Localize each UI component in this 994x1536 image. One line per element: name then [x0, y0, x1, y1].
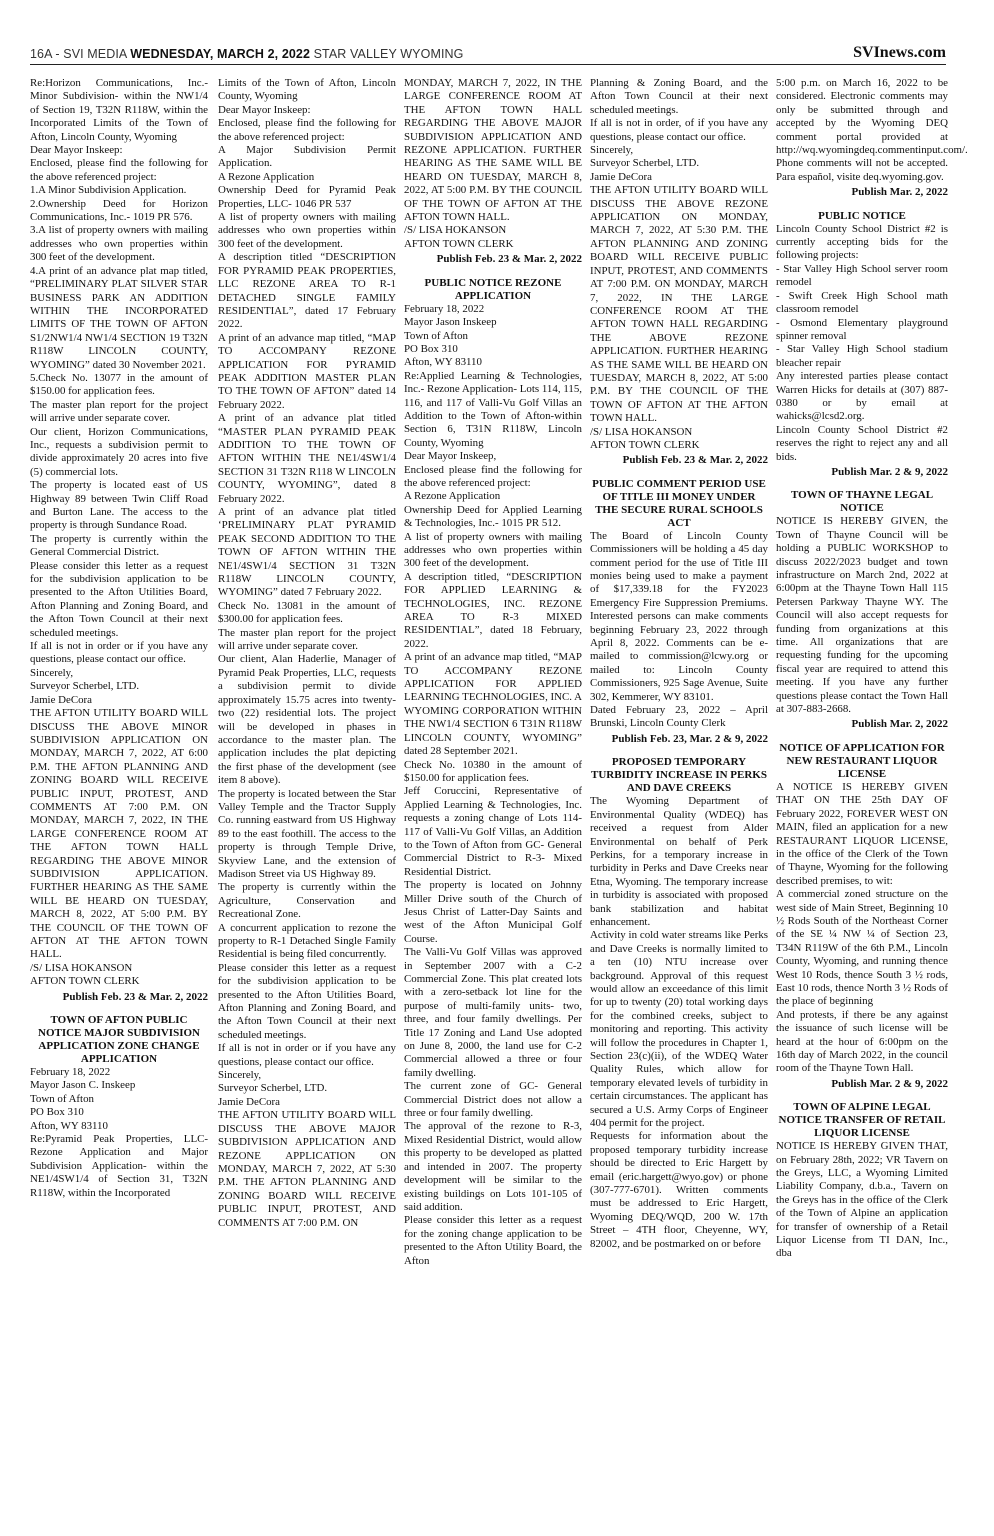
notice-paragraph: A commercial zoned structure on the west side of Main Street, Beginning 10 ½ Rods South of the Northeast Corner of the SE ¼ NW ¼ of Section 23, T34N R119W of the 6th P.M., Lincoln County, Wyoming, and running thence West 10 Rods, thence South 3 ½ rods, East 10 rods, thence North 3 ½ Rods of the place of beginning	[776, 888, 948, 1008]
notice-heading: PUBLIC NOTICE	[818, 209, 906, 222]
notice-paragraph: NOTICE IS HEREBY GIVEN, the Town of Thayne Council will be holding a PUBLIC WORKSHOP to discuss 2022/2023 budget and town infrastructure on March 2nd, 2022 at 6:00pm at the Thayne Town Hall 115 Petersen Parkway Thayne WY. The Council will also accept requests for funding from organizations at this time. All organizations that are requesting funding for the upcoming fiscal year are required to attend this meeting. If you have any further questions please contact the Town Hall at 307-883-2668.	[776, 515, 948, 716]
notice-paragraph: 2.Ownership Deed for Horizon Communications, Inc.- 1019 PR 576.	[30, 197, 208, 224]
notice-paragraph: Dated February 23, 2022 – April Brunski, Lincoln County Clerk	[590, 704, 768, 730]
notice-paragraph: Jamie DeCora	[590, 170, 652, 183]
notice-heading: PROPOSED TEMPORARY TURBIDITY INCREASE IN PERKS AND DAVE CREEKS	[591, 756, 767, 795]
notice-paragraph: Please consider this letter as a request for the zoning change application to be presented to the Afton Utility Board, the Afton	[404, 1214, 582, 1267]
notice-paragraph: /S/ LISA HOKANSON	[404, 224, 507, 237]
notice-paragraph: A Major Subdivision Permit Application.	[218, 144, 396, 170]
notice-paragraph: Jamie DeCora	[30, 693, 92, 706]
notice-paragraph: - Osmond Elementary playground spinner removal	[776, 316, 948, 342]
column-2	[218, 77, 396, 1493]
notice-paragraph: Any interested parties please contact Warren Hicks for details at (307) 887-0380 or by email at wahicks@lcsd2.org.	[776, 370, 948, 423]
publish-line: Publish Feb. 23 & Mar. 2, 2022	[436, 253, 582, 266]
notice-paragraph: Our client, Alan Haderlie, Manager of Pyramid Peak Properties, LLC, requests a subdivision permit to divide approximately 15.75 acres into twenty-two (22) residential lots. The project will be developed in phases in accordance to the master plan. The application includes the plat depicting the first phase of the development (see item 8 above).	[218, 653, 396, 787]
notice-heading: NOTICE OF APPLICATION FOR NEW RESTAURANT LIQUOR LICENSE	[779, 741, 945, 780]
notice-paragraph: /S/ LISA HOKANSON	[590, 425, 693, 438]
notice-paragraph: Dear Mayor Inskeep:	[30, 144, 123, 157]
notice-paragraph: Ownership Deed for Pyramid Peak Properties, LLC- 1046 PR 537	[218, 184, 396, 210]
notice-paragraph: The property is currently within the Agriculture, Conservation and Recreational Zone.	[218, 881, 396, 921]
notice-paragraph: - Star Valley High School stadium bleacher repair	[776, 343, 948, 369]
notice-paragraph: Enclosed, please find the following for the above referenced project:	[218, 117, 396, 143]
notice-paragraph: 4.A print of an advance plat map titled, “PRELIMINARY PLAT SILVER STAR BUSINESS PARK AN ADDITION WITHIN THE INCORPORATED LIMITS OF THE TOWN OF AFTON S1/2NW1/4 NW1/4 SECTION 19 T32N R118W LINCOLN COUNTY, WYOMING” dated 30 November 2021.	[30, 264, 208, 371]
notice-paragraph: AFTON TOWN CLERK	[590, 438, 700, 451]
notice-paragraph: Lincoln County School District #2 reserves the right to reject any and all bids.	[776, 423, 948, 463]
notice-paragraph: Sincerely,	[30, 666, 74, 679]
site-name: SVInews.com	[853, 44, 946, 61]
page-header	[30, 40, 946, 65]
notice-paragraph: Town of Afton	[30, 1092, 94, 1105]
notice-paragraph: February 18, 2022	[404, 302, 485, 315]
publish-line: Publish Mar. 2, 2022	[851, 718, 948, 731]
column-4	[590, 77, 768, 1493]
publish-line: Publish Mar. 2, 2022	[851, 186, 948, 199]
notice-paragraph: PO Box 310	[404, 342, 458, 355]
notice-paragraph: Check No. 10380 in the amount of $150.00 for application fees.	[404, 758, 582, 784]
notice-paragraph: Please consider this letter as a request for the subdivision application to be presented to the Afton Utilities Board, Afton Planning and Zoning Board, and the Afton Town Council at their next scheduled meetings.	[30, 559, 208, 639]
notice-paragraph: If all is not in order, of if you have any questions, please contact our office.	[590, 117, 768, 143]
notice-paragraph: A Rezone Application	[218, 170, 315, 183]
header-location: STAR VALLEY WYOMING	[313, 47, 464, 61]
notice-paragraph: Ownership Deed for Applied Learning & Technologies, Inc.- 1015 PR 512.	[404, 503, 582, 530]
notice-paragraph: The property is located between the Star Valley Temple and the Tractor Supply Co. running eastward from US Highway 89 to the east foothill. The access to the property is through Temple Drive, Skyview Lane, and the extension of Madison Street via US Highway 89.	[218, 787, 396, 880]
notice-paragraph: Town of Afton	[404, 329, 468, 342]
notice-heading: TOWN OF ALPINE LEGAL NOTICE TRANSFER OF RETAIL LIQUOR LICENSE	[778, 1101, 946, 1140]
column-3	[404, 77, 582, 1493]
notice-paragraph: - Swift Creek High School math classroom remodel	[776, 289, 948, 316]
notice-paragraph: - Star Valley High School server room remodel	[776, 262, 948, 289]
notice-paragraph: 5:00 p.m. on March 16, 2022 to be considered. Electronic comments may only be submitted through and accepted by the Wyoming DEQ comment portal provided at http://wq.wyomingdeq.commentinput.com/. Phone comments will not be accepted. Para español, visite deq.wyoming.gov.	[776, 77, 968, 183]
notice-paragraph: Jeff Coruccini, Representative of Applied Learning & Technologies, Inc. requests a zoning change of Lots 114-117 of Valli-Vu Golf Villas, an Addition to the Town of Afton from GC- General Commercial District to R-3- Mixed Residential District.	[404, 785, 582, 878]
notice-paragraph: Dear Mayor Inskeep,	[404, 450, 497, 463]
notice-paragraph: A description titled, “DESCRIPTION FOR APPLIED LEARNING & TECHNOLOGIES, INC. REZONE AREA TO R-3 MIXED RESIDENTIAL”, dated 18 February, 2022.	[404, 570, 582, 650]
notice-paragraph: Activity in cold water streams like Perks and Dave Creeks is normally limited to a ten (10) NTU increase over background. Approval of this request would allow an exceedance of this limit for up to twenty (20) total working days for the combined creeks, subject to monitoring and reporting. This activity will follow the procedures in Chapter 1, Section 23(c)(ii), of the WDEQ Water Quality Rules, which allow for temporary elevated levels of turbidity in certain circumstances. The applicant has secured a U.S. Army Corps of Engineer 404 permit for the project.	[590, 929, 768, 1130]
notice-paragraph: Our client, Horizon Communications, Inc., requests a subdivision permit to divide approximately 20 acres into five (5) commercial lots.	[30, 425, 208, 478]
notice-paragraph: Surveyor Scherbel, LTD.	[218, 1082, 328, 1095]
notice-paragraph: The property is currently within the General Commercial District.	[30, 532, 208, 559]
notice-paragraph: Afton, WY 83110	[30, 1119, 108, 1132]
notice-paragraph: Dear Mayor Inskeep:	[218, 103, 311, 116]
publish-line: Publish Feb. 23, Mar. 2 & 9, 2022	[611, 732, 768, 745]
notice-paragraph: A Rezone Application	[404, 490, 501, 503]
notice-heading: PUBLIC NOTICE REZONE APPLICATION	[424, 276, 562, 302]
notice-paragraph: A print of an advance map titled, “MAP TO ACCOMPANY REZONE APPLICATION FOR PYRAMID PEAK ADDITION MASTER PLAN TO THE TOWN OF AFTON” dated 14 February 2022.	[218, 331, 396, 411]
notice-paragraph: PO Box 310	[30, 1106, 84, 1119]
notice-paragraph: AFTON TOWN CLERK	[30, 975, 140, 988]
notice-paragraph: And protests, if there be any against the issuance of such license will be heard at the hour of 6:00pm on the 16th day of March 2022, in the council room of the Thayne Town Hall.	[776, 1008, 948, 1075]
notice-paragraph: Jamie DeCora	[218, 1095, 280, 1108]
notice-paragraph: If all is not in order or if you have any questions, please contact our office.	[218, 1042, 396, 1068]
notice-paragraph: The master plan report for the project will arrive under separate cover.	[218, 626, 396, 653]
notice-paragraph: The approval of the rezone to R-3, Mixed Residential District, would allow this property to be developed as platted and intended in 2007. The property development will be similar to the existing buildings on Lots 101-105 of said addition.	[404, 1120, 582, 1213]
notice-paragraph: Re:Applied Learning & Technologies, Inc.- Rezone Application- Lots 114, 115, 116, and 117 of Valli-Vu Golf Villas an Addition to the Town of Afton-within Section 6, T31N R118W, Lincoln County, Wyoming	[404, 369, 582, 449]
notice-paragraph: NOTICE IS HEREBY GIVEN THAT, on February 28th, 2022; VR Tavern on the Greys, LLC, a Wyoming Limited Liability Company, d.b.a., Tavern on the Greys has in the office of the Clerk of the Town of Alpine an application for transfer of ownership of a Retail Liquor License from TI DAN, Inc., dba	[776, 1140, 948, 1260]
notice-paragraph: Lincoln County School District #2 is currently accepting bids for the following projects:	[776, 222, 948, 262]
notice-paragraph: Sincerely,	[590, 144, 634, 157]
notice-paragraph: A list of property owners with mailing addresses who own properties within 300 feet of the development.	[218, 211, 396, 250]
header-section: 16A - SVI MEDIA	[30, 47, 127, 61]
notice-paragraph: 3.A list of property owners with mailing addresses who own properties within 300 feet of the development.	[30, 224, 208, 264]
notice-paragraph: Surveyor Scherbel, LTD.	[30, 680, 140, 693]
notice-paragraph: AFTON TOWN CLERK	[404, 237, 514, 250]
notice-paragraph: /S/ LISA HOKANSON	[30, 961, 133, 974]
notice-paragraph: The property is located on Johnny Miller Drive south of the Church of Jesus Christ of Latter-Day Saints and west of the Afton Municipal Golf Course.	[404, 879, 582, 945]
notice-paragraph: February 18, 2022	[30, 1066, 111, 1079]
notice-heading: TOWN OF THAYNE LEGAL NOTICE	[790, 489, 934, 515]
notice-paragraph: Re:Horizon Communications, Inc.- Minor Subdivision- within the NW1/4 of Section 19, T32N R118W, within the Incorporated Limits of the Town of Afton, Lincoln County, Wyoming	[30, 77, 208, 143]
notice-paragraph: Mayor Jason C. Inskeep	[30, 1079, 136, 1092]
notice-paragraph: The current zone of GC- General Commercial District does not allow a three or four family dwelling.	[404, 1080, 582, 1120]
notice-paragraph: Requests for information about the proposed temporary turbidity increase should be directed to Eric Hargett by email (eric.hargett@wyo.gov) or phone (307-777-6701). Written comments must be addressed to Eric Hargett, Wyoming DEQ/WQD, 200 W. 17th Street – 4TH floor, Cheyenne, WY, 82002, and be postmarked on or before	[590, 1130, 768, 1250]
notice-paragraph: A print of an advance map titled, “MAP TO ACCOMPANY REZONE APPLICATION FOR APPLIED LEARNING TECHNOLOGIES, INC. A WYOMING CORPORATION WITHIN THE NW1/4 SECTION 6 T31N R118W LINCOLN COUNTY, WYOMING” dated 28 September 2021.	[404, 651, 582, 758]
notice-paragraph: Planning & Zoning Board, and the Afton Town Council at their next scheduled meetings.	[590, 77, 768, 116]
notice-paragraph: 5.Check No. 13077 in the amount of $150.00 for application fees.	[30, 371, 208, 398]
notice-paragraph: MONDAY, MARCH 7, 2022, IN THE LARGE CONFERENCE ROOM AT THE AFTON TOWN HALL REGARDING THE ABOVE MAJOR SUBDIVISION APPLICATION AND REZONE APPLICATION. FURTHER HEARING AS THE SAME WILL BE HEARD ON TUESDAY, MARCH 8, 2022, AT 5:00 P.M. BY THE COUNCIL OF THE TOWN OF AFTON AT THE AFTON TOWN HALL.	[404, 77, 582, 224]
notice-paragraph: Re:Pyramid Peak Properties, LLC- Rezone Application and Major Subdivision Application- within the NE1/4SW1/4 of Section 31, T32N R118W, within the Incorporated	[30, 1133, 208, 1199]
notice-heading: PUBLIC COMMENT PERIOD USE OF TITLE III MONEY UNDER THE SECURE RURAL SCHOOLS ACT	[592, 477, 766, 529]
notice-paragraph: THE AFTON UTILITY BOARD WILL DISCUSS THE ABOVE MINOR SUBDIVISION APPLICATION ON MONDAY, MARCH 7, 2022, AT 6:00 P.M. THE AFTON PLANNING AND ZONING BOARD WILL RECEIVE PUBLIC INPUT, PROTEST, AND COMMENTS AT 7:00 P.M. ON MONDAY, MARCH 7, 2022, IN THE LARGE CONFERENCE ROOM AT THE AFTON TOWN HALL REGARDING THE ABOVE MINOR SUBDIVISION APPLICATION. FURTHER HEARING AS THE SAME WILL BE HEARD ON TUESDAY, MARCH 8, 2022, AT 5:00 P.M. BY THE COUNCIL OF THE TOWN OF AFTON AT THE AFTON TOWN HALL.	[30, 707, 208, 961]
notice-paragraph: A list of property owners with mailing addresses who own properties within 300 feet of the development.	[404, 530, 582, 570]
publish-line: Publish Feb. 23 & Mar. 2, 2022	[62, 990, 208, 1003]
notice-paragraph: A NOTICE IS HEREBY GIVEN THAT ON THE 25th DAY OF February 2022, FOREVER WEST ON MAIN, filed an application for a new RESTAURANT LIQUOR LICENSE, in the office of the Clerk of the Town of Thayne, Wyoming for the following described premises, to wit:	[776, 780, 948, 887]
notice-paragraph: THE AFTON UTILITY BOARD WILL DISCUSS THE ABOVE MAJOR SUBDIVISION APPLICATION AND REZONE APPLICATION ON MONDAY, MARCH 7, 2022, AT 5:30 P.M. THE AFTON PLANNING AND ZONING BOARD WILL RECEIVE PUBLIC INPUT, PROTEST, AND COMMENTS AT 7:00 P.M. ON	[218, 1109, 396, 1229]
notice-paragraph: The Board of Lincoln County Commissioners will be holding a 45 day comment period for the use of Title III monies being used to make a payment of $17,339.18 for the FY2023 Emergency Fire Suppression Premiums. Interested persons can make comments beginning February 23, 2022 through April 8, 2022. Comments can be e-mailed to commission@lcwy.org or mailed to: Lincoln County Commissioners, 925 Sage Avenue, Suite 302, Kemmerer, WY 83101.	[590, 529, 768, 703]
notice-paragraph: The Valli-Vu Golf Villas was approved in September 2007 with a C-2 Commercial Zone. This plat created lots with a zero-setback lot line for the purpose of multi-family units- two, three, and four family dwellings. Per Title 17 Zoning and Land Use adopted on June 8, 2000, the land use for C-2 Commercial allowed a three or four family dwelling.	[404, 946, 582, 1079]
notice-paragraph: The Wyoming Department of Environmental Quality (WDEQ) has received a request from Alder Environmental on behalf of Perk Perkins, for a temporary increase in turbidity in Perks and Dave Creeks near Etna, Wyoming. The temporary increase in turbidity is associated with proposed bank stabilization and habitat enhancement.	[590, 795, 768, 928]
notice-paragraph: Enclosed, please find the following for the above referenced project:	[30, 157, 208, 183]
column-5	[776, 77, 968, 1493]
notice-paragraph: 1.A Minor Subdivision Application.	[30, 184, 187, 197]
notice-heading: TOWN OF AFTON PUBLIC NOTICE MAJOR SUBDIVISION APPLICATION ZONE CHANGE APPLICATION	[38, 1014, 200, 1066]
column-1	[30, 77, 208, 1493]
notice-paragraph: The property is located east of US Highway 89 between Twin Cliff Road and Burton Lane. The access to the property is through Sundance Road.	[30, 479, 208, 532]
notice-paragraph: Mayor Jason Inskeep	[404, 316, 497, 329]
notice-paragraph: Enclosed please find the following for the above referenced project:	[404, 463, 582, 489]
publish-line: Publish Mar. 2 & 9, 2022	[831, 465, 948, 478]
notice-paragraph: Surveyor Scherbel, LTD.	[590, 157, 700, 170]
notice-paragraph: THE AFTON UTILITY BOARD WILL DISCUSS THE ABOVE REZONE APPLICATION ON MONDAY, MARCH 7, 2022, AT 5:30 P.M. THE AFTON PLANNING AND ZONING BOARD WILL RECEIVE PUBLIC INPUT, PROTEST, AND COMMENTS AT 7:00 P.M. ON MONDAY, MARCH 7, 2022, IN THE LARGE CONFERENCE ROOM AT THE AFTON TOWN HALL REGARDING THE ABOVE REZONE APPLICATION. FURTHER HEARING AS THE SAME WILL BE HEARD ON TUESDAY, MARCH 8, 2022, AT 5:00 P.M. BY THE COUNCIL OF THE TOWN OF AFTON AT THE AFTON TOWN HALL.	[590, 184, 768, 425]
notice-paragraph: Please consider this letter as a request for the subdivision application to be presented to the Afton Utilities Board, Afton Planning and Zoning Board, and the Afton Town Council at their next scheduled meetings.	[218, 961, 396, 1041]
notice-paragraph: Sincerely,	[218, 1069, 262, 1082]
publish-line: Publish Feb. 23 & Mar. 2, 2022	[622, 454, 768, 467]
notice-paragraph: Limits of the Town of Afton, Lincoln County, Wyoming	[218, 77, 396, 103]
notice-paragraph: Afton, WY 83110	[404, 356, 482, 369]
notice-paragraph: A print of an advance plat titled “MASTER PLAN PYRAMID PEAK ADDITION TO THE TOWN OF AFTON WITHIN THE NE1/4SW1/4 SECTION 31 T32N R118 W LINCOLN COUNTY, WYOMING”, dated 8 February 2022.	[218, 412, 396, 505]
publish-line: Publish Mar. 2 & 9, 2022	[831, 1077, 948, 1090]
notice-paragraph: A print of an advance plat titled ‘PRELIMINARY PLAT PYRAMID PEAK SECOND ADDITION TO THE TOWN OF AFTON WITHIN THE NE1/4SW1/4 SECTION 31 T32N R118W LINCOLN COUNTY, WYOMING” dated 7 February 2022.	[218, 506, 396, 599]
notice-paragraph: A concurrent application to rezone the property to R-1 Detached Single Family Residential is being filed concurrently.	[218, 921, 396, 961]
header-folio	[30, 47, 463, 64]
notice-paragraph: If all is not in order or if you have any questions, please contact our office.	[30, 640, 208, 666]
header-date: WEDNESDAY, MARCH 2, 2022	[130, 47, 311, 61]
notice-paragraph: The master plan report for the project will arrive under separate cover.	[30, 398, 208, 425]
notice-paragraph: Check No. 13081 in the amount of $300.00 for application fees.	[218, 599, 396, 626]
notice-paragraph: A description titled “DESCRIPTION FOR PYRAMID PEAK PROPERTIES, LLC REZONE AREA TO R-1 DETACHED SINGLE FAMILY RESIDENTIAL”, dated 17 February 2022.	[218, 251, 396, 331]
